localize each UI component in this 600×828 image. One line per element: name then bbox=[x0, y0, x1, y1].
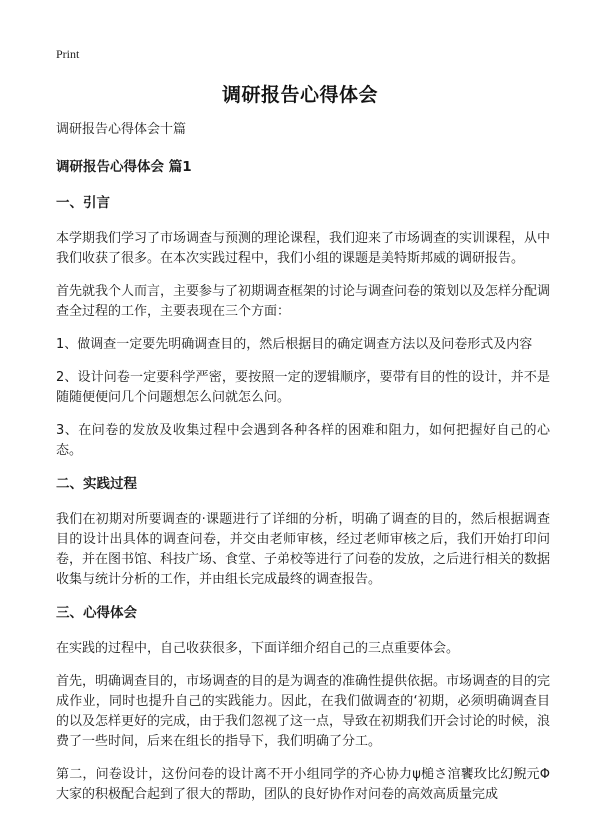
list-item-paragraph: 3、在问卷的发放及收集过程中会遇到各种各样的困难和阻力，如何把握好自己的心态。 bbox=[56, 423, 550, 458]
document-body bbox=[56, 120, 550, 818]
document-subtitle: 调研报告心得体会十篇 bbox=[56, 122, 187, 137]
print-label: Print bbox=[56, 47, 80, 61]
section-heading-introduction: 一、引言 bbox=[56, 195, 110, 211]
paragraph: 首先就我个人而言，主要参与了初期调查框架的讨论与调查问卷的策划以及怎样分配调查全过程的工作，主要表现在三个方面： bbox=[56, 284, 551, 319]
paragraph: 首先，明确调查目的，市场调查的目的是为调查的准确性提供依据。市场调查的目的完成作业，同时也提升自己的实践能力。因此，在我们做调查的‘初期，必须明确调查目的以及怎样更好的完成，由于我们忽视了这一点，导致在初期我们开会讨论的时候，浪费了一些时间，后来在组长的指导下，我们明确了分工。 bbox=[56, 674, 551, 749]
list-item-paragraph: 2、设计问卷一定要科学严密，要按照一定的逻辑顺序，要带有目的性的设计，并不是随随便便问几个问题想怎么问就怎么问。 bbox=[56, 370, 550, 405]
section-heading-reflections: 三、心得体会 bbox=[56, 605, 137, 621]
paragraph: 我们在初期对所要调查的·课题进行了详细的分析，明确了调查的目的，然后根据调查目的设计出具体的调查问卷，并交由老师审核，经过老师审核之后，我们开始打印问卷，并在图书馆、科技广场、食堂、子弟校等进行了问卷的发放，之后进行相关的数据收集与统计分析的工作，并由组长完成最终的调查报告。 bbox=[56, 512, 551, 587]
document-title: 调研报告心得体会 bbox=[221, 84, 378, 106]
article-heading: 调研报告心得体会 篇1 bbox=[56, 159, 192, 175]
paragraph: 第二，问卷设计，这份问卷的设计离不开小组同学的齐心协力ψ槌さ涫饔玫比幻鲵元Φ大家的积极配合起到了很大的帮助，团队的良好协作对问卷的高效高质量完成 bbox=[56, 767, 550, 802]
section-heading-practice: 二、实践过程 bbox=[56, 476, 137, 492]
paragraph: 在实践的过程中，自己收获很多，下面详细介绍自己的三点重要体会。 bbox=[56, 641, 460, 656]
paragraph: 本学期我们学习了市场调查与预测的理论课程，我们迎来了市场调查的实训课程，从中我们收获了很多。在本次实践过程中，我们小组的课题是美特斯邦威的调研报告。 bbox=[56, 231, 551, 266]
list-item-paragraph: 1、做调查一定要先明确调查目的，然后根据目的确定调查方法以及问卷形式及内容 bbox=[56, 337, 533, 352]
